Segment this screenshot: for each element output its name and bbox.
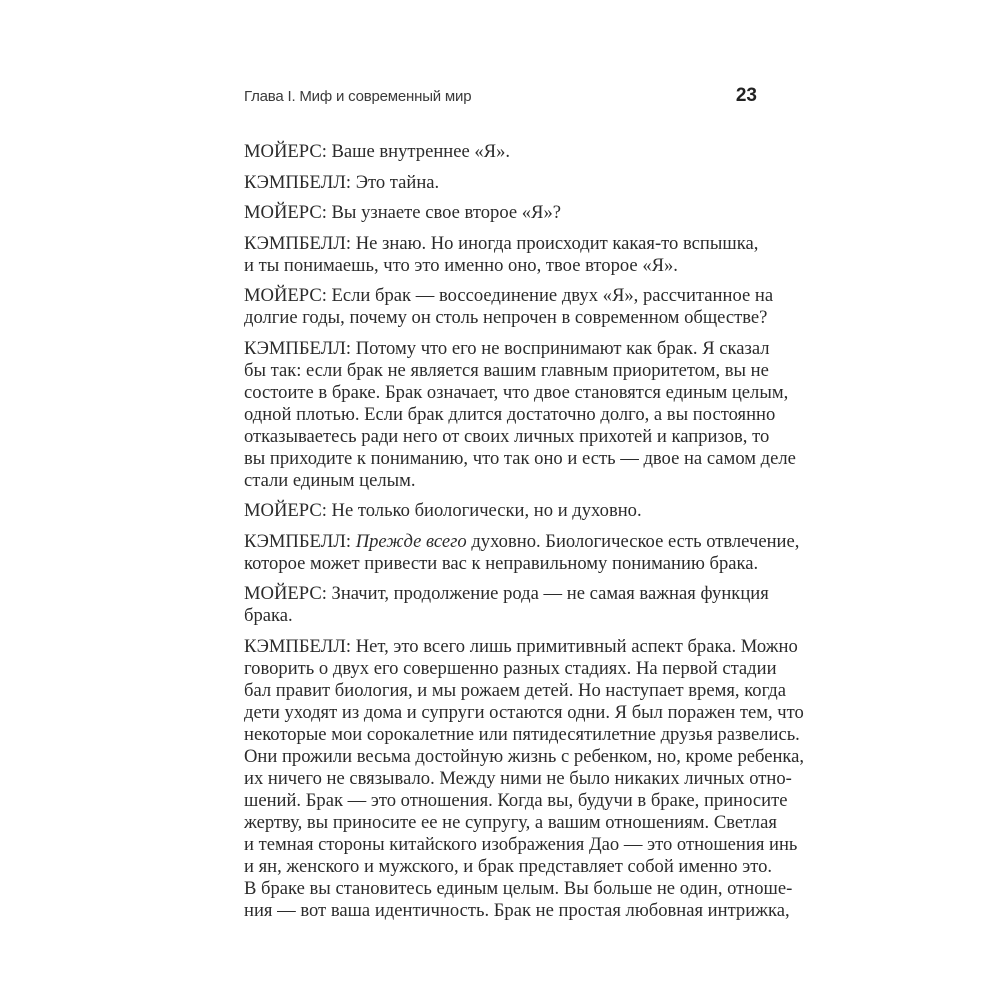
text-line: брака. <box>244 605 293 626</box>
text-line: В браке вы становитесь единым целым. Вы больше не один, отноше- <box>244 877 793 899</box>
text-line: КЭМПБЕЛЛ: Не знаю. Но иногда происходит какая-то вспышка, <box>244 232 759 254</box>
running-title: Глава I. Миф и современный мир <box>244 88 472 105</box>
text-line: бал правит биология, и мы рожаем детей. Но наступает время, когда <box>244 679 786 701</box>
text-line: бы так: если брак не является вашим главным приоритетом, вы не <box>244 359 769 381</box>
paragraph <box>244 172 757 194</box>
text-line: одной плотью. Если брак длится достаточно долго, а вы постоянно <box>244 403 776 425</box>
line-rest: духовно. Биологическое есть отвлечение, <box>466 530 800 552</box>
text-line: МОЙЕРС: Если брак — воссоединение двух «Я», рассчитанное на <box>244 285 774 306</box>
text-line: состоите в браке. Брак означает, что двое становятся единым целым, <box>244 381 789 403</box>
text-line: дети уходят из дома и супруги остаются одни. Я был поражен тем, что <box>244 701 804 723</box>
text-line: и ты понимаешь, что это именно оно, твое второе «Я». <box>244 254 678 276</box>
text-line <box>244 530 800 553</box>
paragraph <box>244 530 800 575</box>
text-line: жертву, вы приносите ее не супругу, а вашим отношениям. Светлая <box>244 811 777 833</box>
text-line: КЭМПБЕЛЛ: Это тайна. <box>244 171 440 193</box>
text-line: МОЙЕРС: Ваше внутреннее «Я». <box>244 141 511 162</box>
text-line: МОЙЕРС: Не только биологически, но и духовно. <box>244 500 642 521</box>
paragraph <box>244 500 757 522</box>
paragraph <box>244 583 769 627</box>
page-body <box>244 141 805 930</box>
text-line: стали единым целым. <box>244 469 416 491</box>
running-header <box>244 86 757 110</box>
text-line: некоторые мои сорокалетние или пятидесятилетние друзья развелись. <box>244 723 800 745</box>
paragraph <box>244 233 757 277</box>
text-line: вы приходите к пониманию, что так оно и есть — двое на самом деле <box>244 447 796 469</box>
text-line: КЭМПБЕЛЛ: Нет, это всего лишь примитивный аспект брака. Можно <box>244 635 798 657</box>
text-line: шений. Брак — это отношения. Когда вы, будучи в браке, приносите <box>244 789 788 811</box>
text-line: их ничего не связывало. Между ними не было никаких личных отно- <box>244 767 792 789</box>
page-number: 23 <box>735 85 757 106</box>
paragraph <box>244 202 757 224</box>
text-line: МОЙЕРС: Значит, продолжение рода — не самая важная функция <box>244 583 769 604</box>
text-line: говорить о двух его совершенно разных стадиях. На первой стадии <box>244 657 777 679</box>
text-line: отказываетесь ради него от своих личных прихотей и капризов, то <box>244 425 770 447</box>
text-line: и темная стороны китайского изображения Дао — это отношения инь <box>244 833 798 855</box>
paragraph <box>244 285 774 329</box>
paragraph <box>244 635 805 922</box>
text-line: МОЙЕРС: Вы узнаете свое второе «Я»? <box>244 202 561 223</box>
emphasis: Прежде всего <box>355 530 467 552</box>
speaker-label: КЭМПБЕЛЛ: <box>244 530 356 552</box>
paragraph <box>244 141 757 163</box>
text-line: ния — вот ваша идентичность. Брак не простая любовная интрижка, <box>244 899 790 921</box>
text-line: долгие годы, почему он столь непрочен в современном обществе? <box>244 307 768 328</box>
text-line: КЭМПБЕЛЛ: Потому что его не воспринимают как брак. Я сказал <box>244 337 770 359</box>
text-line: и ян, женского и мужского, и брак представляет собой именно это. <box>244 855 773 877</box>
text-line: Они прожили весьма достойную жизнь с ребенком, но, кроме ребенка, <box>244 745 805 767</box>
paragraph <box>244 337 796 492</box>
text-line: которое может привести вас к неправильному пониманию брака. <box>244 552 759 574</box>
